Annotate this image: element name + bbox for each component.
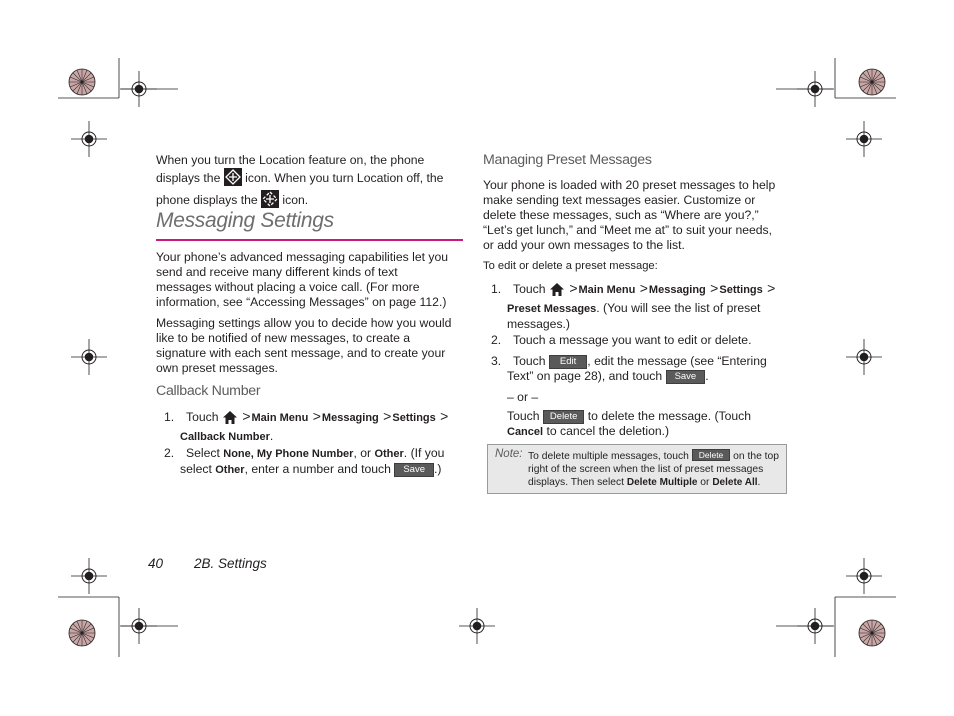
note-text: To delete multiple messages, touch Delete on the top right of the screen when the list of preset messages displays. Then select Delete Multiple or Delete All. [528, 450, 779, 488]
section-title: Messaging Settings [156, 209, 334, 232]
delete-button[interactable]: Delete [543, 410, 584, 424]
preset-step-2: 2. Touch a message you want to edit or delete. [491, 333, 752, 347]
note-label: Note: [495, 448, 523, 460]
messaging-para-1: Your phone’s advanced messaging capabilities let you send and receive many different kinds of text messages without placing a voice call. (For more information, see “Accessing Messages” on page 112.) [156, 250, 449, 309]
save-button[interactable]: Save [666, 370, 706, 384]
delete-button[interactable]: Delete [692, 449, 731, 461]
home-icon [222, 410, 238, 429]
preset-heading: Managing Preset Messages [483, 152, 652, 168]
preset-step-1: 1. Touch >Main Menu >Messaging >Settings > Preset Messages. (You will see the list of preset messages.) [491, 280, 776, 331]
title-rule [156, 239, 463, 241]
intro-line-3: phone displays the icon. [156, 190, 466, 212]
callback-heading: Callback Number [156, 383, 261, 399]
intro-paragraph [156, 153, 466, 212]
preset-subhead: To edit or delete a preset message: [483, 260, 658, 272]
or-separator: – or – [507, 390, 539, 404]
intro-line-1: When you turn the Location feature on, the phone [156, 153, 425, 167]
messaging-para-2: Messaging settings allow you to decide how you would like to be notified of new messages, to create a signature with each sent message, and to create your own preset messages. [156, 316, 452, 375]
save-button[interactable]: Save [394, 463, 434, 477]
location-on-icon [224, 168, 242, 190]
preset-step-3: 3. Touch Edit , edit the message (see “Entering Text” on page 28), and touch Save . [491, 354, 767, 383]
home-icon [549, 282, 565, 301]
edit-button[interactable]: Edit [549, 355, 587, 369]
note-box [487, 444, 787, 494]
callback-step-2: 2. Select None, My Phone Number, or Other. (If you select Other, enter a number and touch Save .) [164, 446, 445, 476]
callback-step-1: 1. Touch >Main Menu >Messaging >Settings > Callback Number. [164, 408, 449, 443]
delete-instruction: Touch Delete to delete the message. (Touch Cancel to cancel the deletion.) [507, 409, 752, 438]
page-number: 40 [148, 556, 164, 571]
intro-line-2: displays the icon. When you turn Location off, the [156, 168, 466, 190]
chapter-label: 2B. Settings [194, 556, 267, 571]
preset-paragraph: Your phone is loaded with 20 preset messages to help make sending text messages easier. Customize or delete these messages, such as “Where are you?,” “Let’s get lunch,” and “Meet me at” to suit your needs, or add your own messages to the list. [483, 178, 776, 252]
